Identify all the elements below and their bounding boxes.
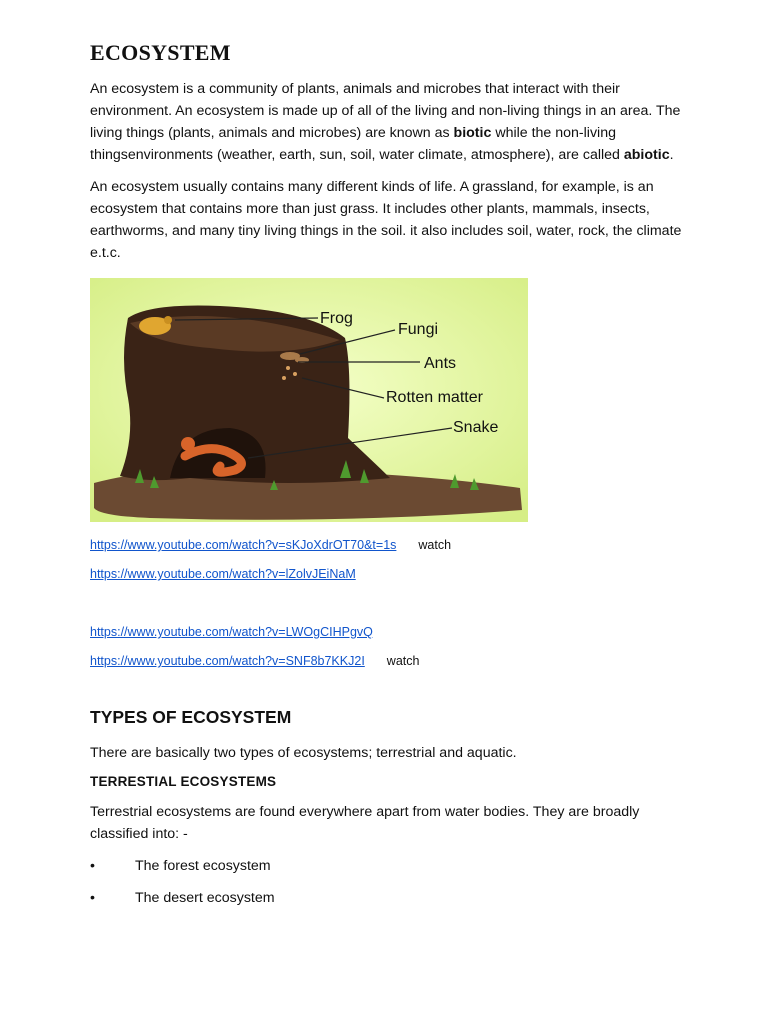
terrestrial-list xyxy=(90,855,690,919)
blank-line xyxy=(90,594,690,623)
video-link[interactable]: https://www.youtube.com/watch?v=LWOgCIHPgvQ xyxy=(90,625,373,639)
bullet-glyph: • xyxy=(90,890,95,906)
figure-label: Snake xyxy=(453,419,499,436)
types-intro: There are basically two types of ecosystems; terrestrial and aquatic. xyxy=(90,745,517,761)
intro-paragraph-2: An ecosystem usually contains many different kinds of life. A grassland, for example, is an ecosystem that contains more than just grass. It includes other plants, mammals, insects, earthworms, and many tiny living things in the soil. it also includes soil, water, rock, the climate e.t.c. xyxy=(90,179,682,261)
tree-stump-illustration xyxy=(90,278,528,522)
figure-label: Frog xyxy=(320,310,353,327)
link-row xyxy=(90,652,690,681)
figure-label: Ants xyxy=(424,355,457,372)
intro-text-1: An ecosystem is a community of plants, animals and microbes that interact with their environment. An ecosystem is made up of all of the living and non-living things in an area. The living things (plants, animals and microbes) are known as xyxy=(90,81,681,141)
ant xyxy=(282,376,286,380)
list-item xyxy=(90,855,690,887)
bullet-glyph: • xyxy=(90,858,95,874)
intro-text-3: . xyxy=(669,147,674,163)
figure-label: Fungi xyxy=(398,321,439,338)
link-row xyxy=(90,623,690,652)
link-row xyxy=(90,565,690,594)
terrestrial-heading: TERRESTIAL ECOSYSTEMS xyxy=(90,774,277,789)
video-link[interactable]: https://www.youtube.com/watch?v=sKJoXdrOT70&t=1s xyxy=(90,538,397,552)
types-heading: TYPES OF ECOSYSTEM xyxy=(90,707,292,727)
list-item-text: The desert ecosystem xyxy=(135,890,275,906)
ant xyxy=(286,366,290,370)
document-page xyxy=(90,40,690,919)
intro-paragraph-1 xyxy=(90,78,690,166)
video-link[interactable]: https://www.youtube.com/watch?v=SNF8b7KKJ2I xyxy=(90,654,365,668)
video-links xyxy=(90,536,690,681)
link-row xyxy=(90,536,690,565)
terrestrial-text: Terrestrial ecosystems are found everywhere apart from water bodies. They are broadly classified into: - xyxy=(90,804,640,842)
frog-eye xyxy=(164,316,172,324)
biotic-term: biotic xyxy=(453,125,492,141)
list-item xyxy=(90,887,690,919)
ant xyxy=(293,372,297,376)
video-link[interactable]: https://www.youtube.com/watch?v=lZolvJEiNaM xyxy=(90,567,356,581)
list-item-text: The forest ecosystem xyxy=(135,858,271,874)
ecosystem-figure xyxy=(90,278,528,522)
snake-head xyxy=(181,437,195,451)
intro-text-2: while the non-living thingsenvironments (weather, earth, sun, soil, water climate, atmosphere), are called xyxy=(90,125,624,163)
figure-label: Rotten matter xyxy=(386,389,483,406)
watch-note: watch xyxy=(386,654,420,668)
abiotic-term: abiotic xyxy=(623,147,670,163)
page-title: ECOSYSTEM xyxy=(90,40,231,65)
watch-note: watch xyxy=(418,538,452,552)
